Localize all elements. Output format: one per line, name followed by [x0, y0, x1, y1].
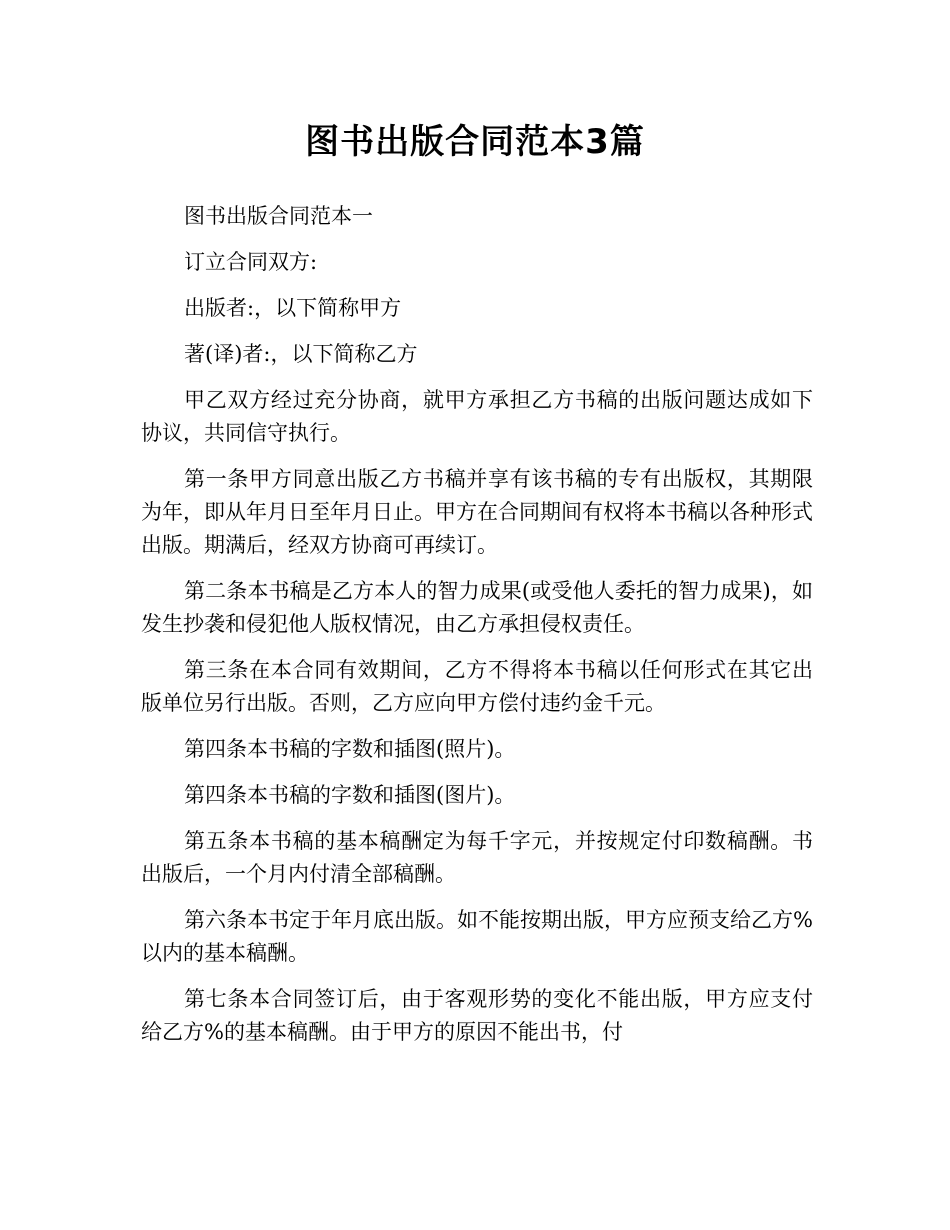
paragraph-article-4-photos: 第四条本书稿的字数和插图(照片)。 — [184, 737, 516, 761]
paragraph-publisher: 出版者:，以下简称甲方 — [184, 296, 402, 320]
paragraph-article-4-images: 第四条本书稿的字数和插图(图片)。 — [184, 783, 516, 807]
document-title: 图书出版合同范本3篇 — [305, 122, 645, 162]
paragraph-article-3: 第三条在本合同有效期间，乙方不得将本书稿以任何形式在其它出版单位另行出版。否则，乙方应向甲方偿付违约金千元。 — [141, 658, 813, 715]
document-body — [141, 200, 813, 1062]
paragraph-sample-heading: 图书出版合同范本一 — [184, 204, 373, 228]
paragraph-article-6: 第六条本书定于年月底出版。如不能按期出版，甲方应预支给乙方%以内的基本稿酬。 — [141, 908, 813, 965]
paragraph-article-7: 第七条本合同签订后，由于客观形势的变化不能出版，甲方应支付给乙方%的基本稿酬。由于甲方的原因不能出书，付 — [141, 987, 813, 1044]
paragraph-article-5: 第五条本书稿的基本稿酬定为每千字元，并按规定付印数稿酬。书出版后，一个月内付清全部稿酬。 — [141, 829, 813, 886]
paragraph-agreement: 甲乙双方经过充分协商，就甲方承担乙方书稿的出版问题达成如下协议，共同信守执行。 — [141, 388, 813, 445]
paragraph-article-2: 第二条本书稿是乙方本人的智力成果(或受他人委托的智力成果)，如发生抄袭和侵犯他人版权情况，由乙方承担侵权责任。 — [141, 579, 813, 636]
paragraph-article-1: 第一条甲方同意出版乙方书稿并享有该书稿的专有出版权，其期限为年，即从年月日至年月日止。甲方在合同期间有权将本书稿以各种形式出版。期满后，经双方协商可再续订。 — [141, 467, 813, 557]
paragraph-parties-intro: 订立合同双方: — [184, 250, 318, 274]
paragraph-author: 著(译)者:，以下简称乙方 — [184, 342, 418, 366]
